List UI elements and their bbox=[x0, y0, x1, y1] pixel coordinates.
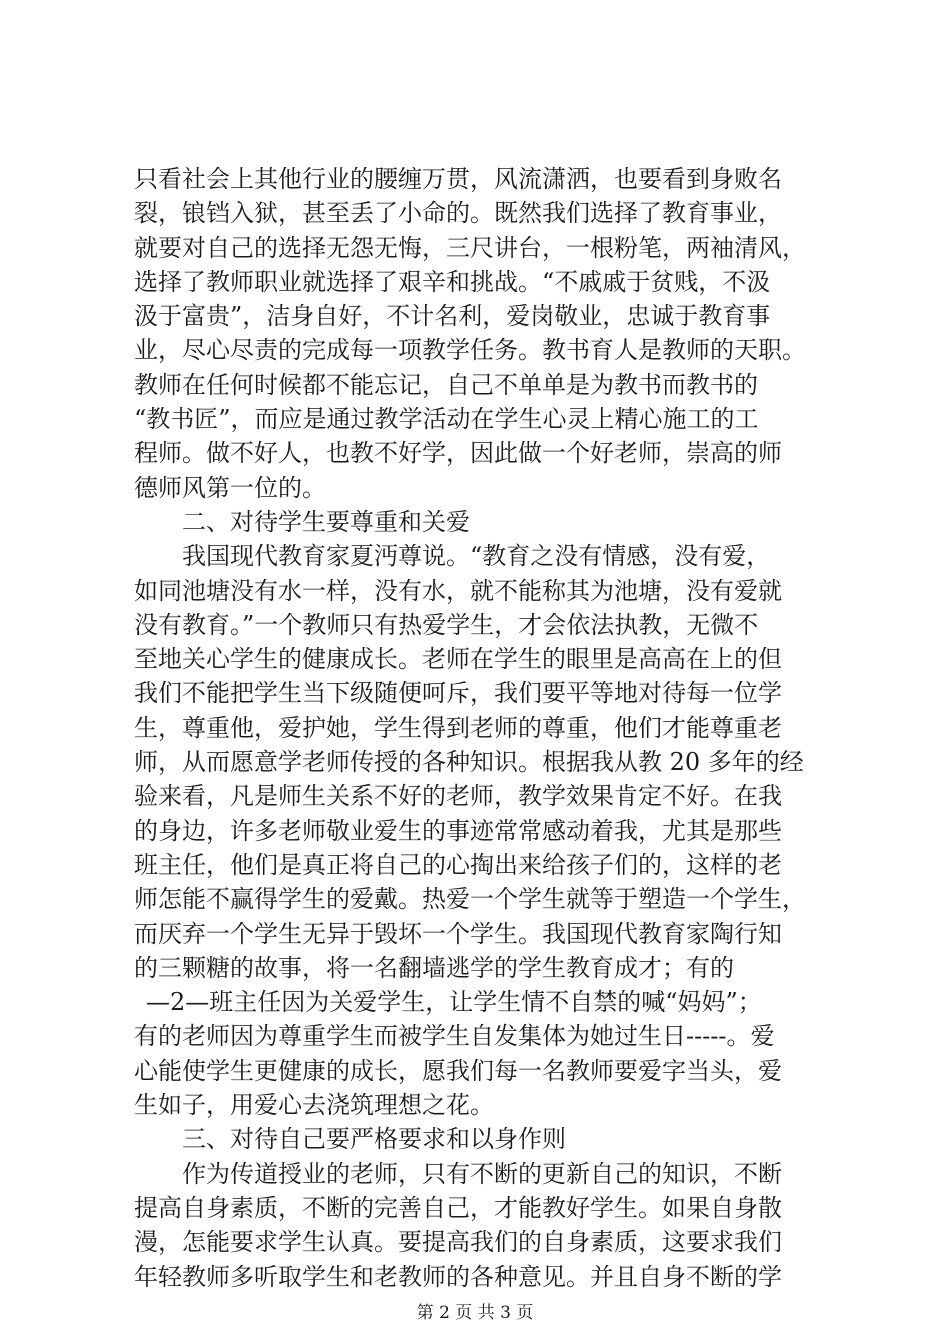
text-line: 程师。做不好人，也教不好学，因此做一个好老师，崇高的师 bbox=[134, 439, 782, 468]
text-line: 师怎能不赢得学生的爱戴。热爱一个学生就等于塑造一个学生， bbox=[134, 885, 806, 914]
document-body bbox=[134, 162, 854, 1294]
section-heading: 三、对待自己要严格要求和以身作则 bbox=[182, 1125, 566, 1154]
text-line: 有的老师因为尊重学生而被学生自发集体为她过生日-----。爱 bbox=[134, 1022, 775, 1051]
text-line: 如同池塘没有水一样，没有水，就不能称其为池塘，没有爱就 bbox=[134, 576, 782, 605]
text-line: 生如子，用爱心去浇筑理想之花。 bbox=[134, 1091, 494, 1120]
text-line: 就要对自己的选择无怨无悔，三尺讲台，一根粉笔，两袖清风， bbox=[134, 233, 806, 262]
text-line: 汲于富贵”，洁身自好，不计名利，爱岗敬业，忠诚于教育事 bbox=[134, 302, 771, 331]
text-line: 提高自身素质，不断的完善自己，才能教好学生。如果自身散 bbox=[134, 1193, 782, 1222]
text-line: 班主任，他们是真正将自己的心掏出来给孩子们的，这样的老 bbox=[134, 850, 782, 879]
text-line: 生，尊重他，爱护她，学生得到老师的尊重，他们才能尊重老 bbox=[134, 713, 782, 742]
page-footer bbox=[0, 1302, 950, 1324]
text-line: “教书匠”，而应是通过教学活动在学生心灵上精心施工的工 bbox=[134, 405, 759, 434]
text-line: 师，从而愿意学老师传授的各种知识。根据我从教 20 多年的经 bbox=[134, 748, 804, 777]
section-heading: 二、对待学生要尊重和关爱 bbox=[182, 507, 470, 536]
text-line: 我国现代教育家夏沔尊说。“教育之没有情感，没有爱， bbox=[182, 542, 771, 571]
text-line: 选择了教师职业就选择了艰辛和挑战。“不戚戚于贫贱，不汲 bbox=[134, 267, 771, 296]
text-line: 而厌弃一个学生无异于毁坏一个学生。我国现代教育家陶行知 bbox=[134, 919, 782, 948]
text-line: 没有教育。”一个教师只有热爱学生，才会依法执教，无微不 bbox=[134, 610, 759, 639]
text-line: 教师在任何时候都不能忘记，自己不单单是为教书而教书的 bbox=[134, 370, 758, 399]
text-line: 只看社会上其他行业的腰缠万贯，风流潇洒，也要看到身败名 bbox=[134, 165, 782, 193]
text-line: 年轻教师多听取学生和老教师的各种意见。并且自身不断的学 bbox=[134, 1262, 782, 1291]
text-line: 的三颗糖的故事，将一名翻墙逃学的学生教育成才；有的 bbox=[134, 953, 734, 982]
text-line: 德师风第一位的。 bbox=[134, 473, 326, 502]
text-line: 的身边，许多老师敬业爱生的事迹常常感动着我，尤其是那些 bbox=[134, 816, 782, 845]
text-line: 裂，锒铛入狱，甚至丢了小命的。既然我们选择了教育事业， bbox=[134, 199, 782, 228]
text-line: 我们不能把学生当下级随便呵斥，我们要平等地对待每一位学 bbox=[134, 679, 782, 708]
text-line: —2—班主任因为关爱学生，让学生情不自禁的喊“妈妈”； bbox=[146, 988, 762, 1017]
text-line: 漫，怎能要求学生认真。要提高我们的自身素质，这要求我们 bbox=[134, 1228, 782, 1257]
text-line: 心能使学生更健康的成长，愿我们每一名教师要爱字当头，爱 bbox=[134, 1056, 782, 1085]
text-line: 至地关心学生的健康成长。老师在学生的眼里是高高在上的但 bbox=[134, 645, 782, 674]
text-line: 作为传道授业的老师，只有不断的更新自己的知识，不断 bbox=[182, 1159, 782, 1188]
text-line: 业，尽心尽责的完成每一项教学任务。教书育人是教师的天职。 bbox=[134, 336, 806, 365]
text-line: 验来看，凡是师生关系不好的老师，教学效果肯定不好。在我 bbox=[134, 782, 782, 811]
page-number: 第 2 页 共 3 页 bbox=[416, 1303, 534, 1323]
